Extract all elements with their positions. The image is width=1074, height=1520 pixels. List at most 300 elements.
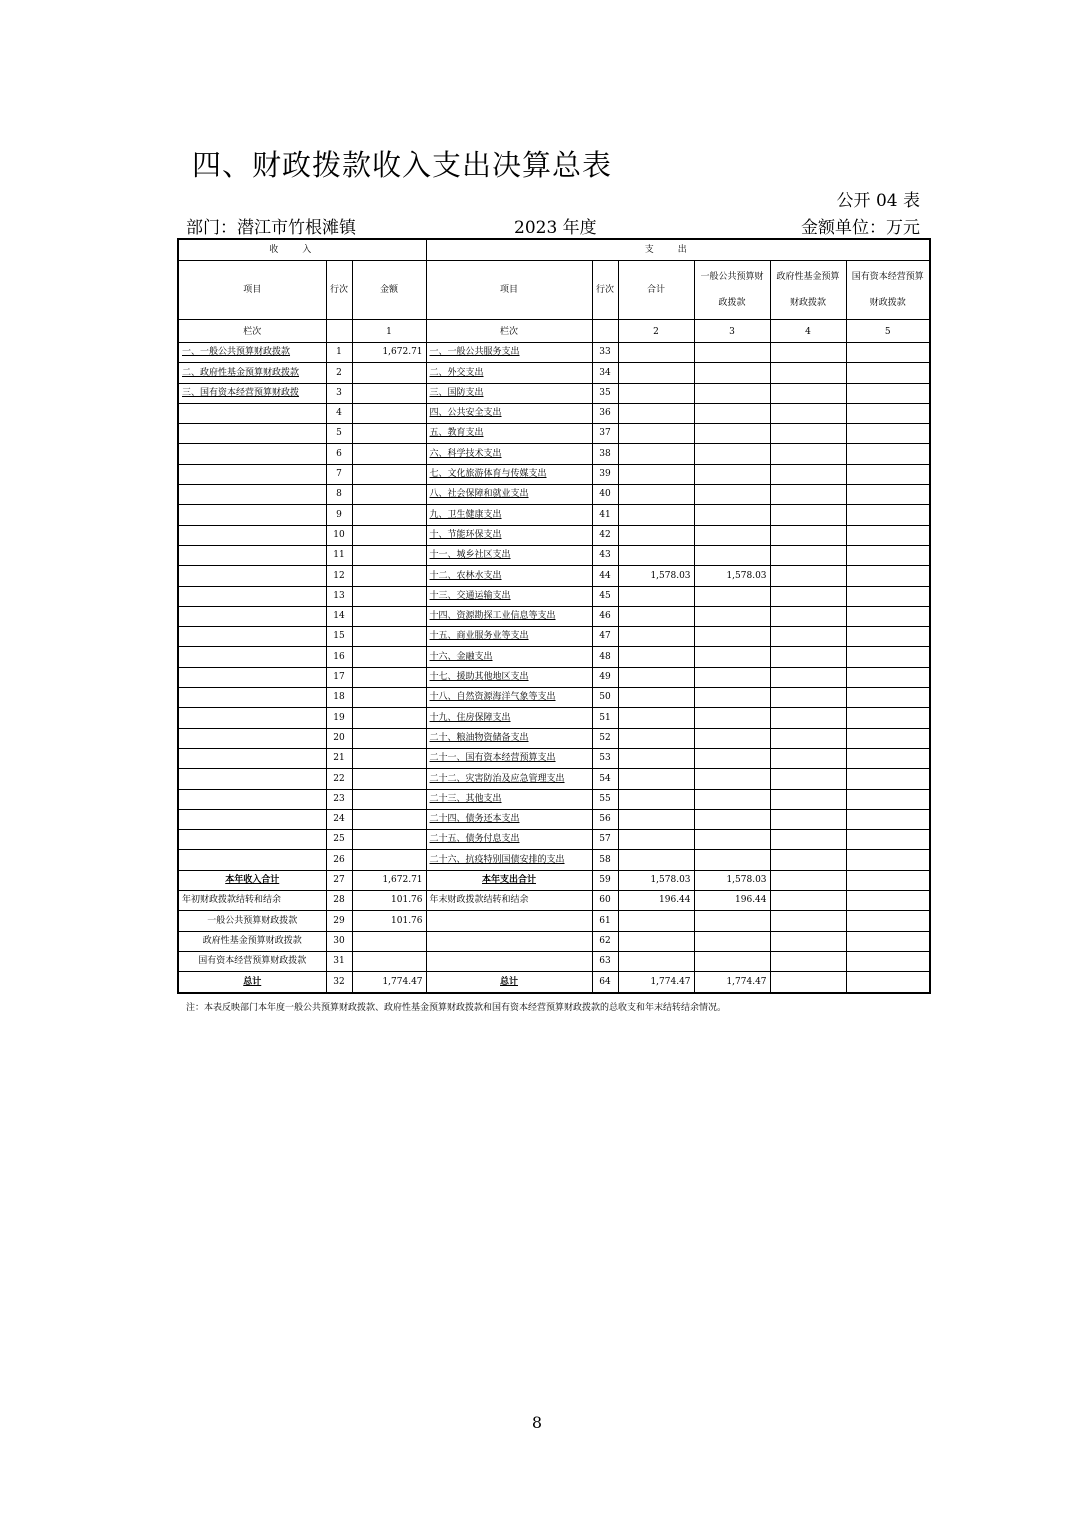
- gov-fund-cell: [770, 525, 846, 545]
- income-amount-cell: [352, 769, 426, 789]
- total-cell: [618, 667, 694, 687]
- col-number-4: 4: [770, 320, 846, 343]
- gov-fund-cell: [770, 343, 846, 363]
- expense-item-cell: 十四、资源勘探工业信息等支出: [426, 606, 592, 626]
- gov-fund-cell: [770, 424, 846, 444]
- income-row-number: 6: [326, 444, 352, 464]
- expense-item-cell: [426, 911, 592, 931]
- general-budget-cell: 1,774.47: [694, 972, 770, 993]
- expense-row-number: 56: [592, 809, 618, 829]
- table-row: [178, 748, 930, 768]
- gov-fund-cell: [770, 870, 846, 890]
- state-capital-cell: [846, 566, 930, 586]
- amount-cell: [352, 951, 426, 971]
- expense-row-number: 34: [592, 363, 618, 383]
- col-blank-left: [326, 320, 352, 343]
- expense-item-cell: 二十六、抗疫特别国债安排的支出: [426, 850, 592, 870]
- gov-fund-cell: [770, 586, 846, 606]
- income-item-cell: [178, 647, 326, 667]
- income-amount-cell: [352, 403, 426, 423]
- income-row-number: 10: [326, 525, 352, 545]
- state-capital-cell: [846, 403, 930, 423]
- income-item-cell: [178, 627, 326, 647]
- income-amount-cell: [352, 748, 426, 768]
- expense-row-number: 48: [592, 647, 618, 667]
- begin-capital-row: [178, 951, 930, 971]
- gov-fund-cell: [770, 911, 846, 931]
- income-row-number: 22: [326, 769, 352, 789]
- income-item-cell: [178, 403, 326, 423]
- general-budget-cell: [694, 830, 770, 850]
- expense-row-number: 43: [592, 545, 618, 565]
- income-item-cell: 三、国有资本经营预算财政拨: [178, 383, 326, 403]
- begin-fund-row: [178, 931, 930, 951]
- state-capital-cell: [846, 667, 930, 687]
- state-capital-cell: [846, 911, 930, 931]
- expense-item-cell: 六、科学技术支出: [426, 444, 592, 464]
- row-number: 27: [326, 870, 352, 890]
- total-cell: [618, 748, 694, 768]
- total-cell: [618, 424, 694, 444]
- expense-row-number: 52: [592, 728, 618, 748]
- department-label: 部门：潜江市竹根滩镇: [186, 218, 356, 238]
- row-number: 60: [592, 891, 618, 911]
- total-cell: 1,578.03: [618, 566, 694, 586]
- col-label-left: 栏次: [178, 320, 326, 343]
- total-cell: 1,774.47: [618, 972, 694, 993]
- page-title: 四、财政拨款收入支出决算总表: [192, 148, 613, 182]
- gov-fund-cell: [770, 809, 846, 829]
- income-amount-cell: [352, 647, 426, 667]
- income-item-cell: [178, 728, 326, 748]
- income-row-number: 19: [326, 708, 352, 728]
- expense-item-cell: 十六、金融支出: [426, 647, 592, 667]
- gov-fund-cell: [770, 485, 846, 505]
- state-capital-cell: [846, 789, 930, 809]
- table-row: [178, 728, 930, 748]
- general-budget-cell: [694, 748, 770, 768]
- state-capital-cell: [846, 728, 930, 748]
- income-row-number: 3: [326, 383, 352, 403]
- gov-fund-cell: [770, 931, 846, 951]
- expense-item-cell: 二十五、债务付息支出: [426, 830, 592, 850]
- general-budget-cell: 196.44: [694, 891, 770, 911]
- income-rowno-header: 行次: [326, 261, 352, 320]
- expense-item-cell: 十九、住房保障支出: [426, 708, 592, 728]
- income-row-number: 14: [326, 606, 352, 626]
- total-cell: 196.44: [618, 891, 694, 911]
- grand-total-left-label: 总计: [178, 972, 326, 993]
- begin-general-row: [178, 911, 930, 931]
- income-item-cell: [178, 769, 326, 789]
- state-capital-cell: [846, 830, 930, 850]
- general-budget-cell: [694, 627, 770, 647]
- expense-item-cell: 十一、城乡社区支出: [426, 545, 592, 565]
- expense-item-cell: 十三、交通运输支出: [426, 586, 592, 606]
- total-cell: [618, 403, 694, 423]
- table-row: [178, 809, 930, 829]
- table-row: [178, 586, 930, 606]
- income-amount-cell: [352, 688, 426, 708]
- state-capital-cell: [846, 606, 930, 626]
- gov-fund-cell: [770, 444, 846, 464]
- expense-header: 支出: [426, 239, 930, 261]
- gov-fund-cell: [770, 748, 846, 768]
- table-row: [178, 769, 930, 789]
- state-capital-cell: [846, 748, 930, 768]
- expense-item-cell: [426, 931, 592, 951]
- income-item-cell: [178, 667, 326, 687]
- income-item-cell: [178, 809, 326, 829]
- income-item-cell: [178, 708, 326, 728]
- expense-row-number: 40: [592, 485, 618, 505]
- state-capital-cell: [846, 870, 930, 890]
- begin-capital-label: 国有资本经营预算财政拨款: [178, 951, 326, 971]
- expense-row-number: 36: [592, 403, 618, 423]
- page-number: 8: [531, 1413, 543, 1432]
- expense-row-number: 57: [592, 830, 618, 850]
- expense-row-number: 45: [592, 586, 618, 606]
- income-amount-cell: [352, 809, 426, 829]
- income-item-cell: [178, 688, 326, 708]
- table-row: [178, 525, 930, 545]
- expense-item-cell: 九、卫生健康支出: [426, 505, 592, 525]
- general-budget-cell: [694, 951, 770, 971]
- general-budget-cell: [694, 424, 770, 444]
- income-amount-cell: [352, 586, 426, 606]
- expense-item-cell: 十二、农林水支出: [426, 566, 592, 586]
- gov-fund-cell: [770, 688, 846, 708]
- table-row: [178, 444, 930, 464]
- table-row: [178, 566, 930, 586]
- general-budget-cell: [694, 606, 770, 626]
- income-item-cell: [178, 464, 326, 484]
- table-row: [178, 830, 930, 850]
- income-amount-cell: [352, 667, 426, 687]
- state-capital-cell: [846, 464, 930, 484]
- general-budget-cell: [694, 586, 770, 606]
- state-capital-cell: [846, 586, 930, 606]
- row-number: 31: [326, 951, 352, 971]
- general-budget-cell: [694, 383, 770, 403]
- income-item-cell: [178, 789, 326, 809]
- gov-fund-cell: [770, 464, 846, 484]
- state-capital-cell: [846, 688, 930, 708]
- total-cell: [618, 505, 694, 525]
- expense-row-number: 37: [592, 424, 618, 444]
- row-number: 28: [326, 891, 352, 911]
- total-cell: [618, 606, 694, 626]
- row-number: 59: [592, 870, 618, 890]
- state-capital-cell: [846, 647, 930, 667]
- amount-cell: 101.76: [352, 891, 426, 911]
- income-row-number: 16: [326, 647, 352, 667]
- gov-fund-cell: [770, 627, 846, 647]
- state-capital-cell: [846, 809, 930, 829]
- year-expense-total-label: 本年支出合计: [426, 870, 592, 890]
- income-amount-cell: [352, 728, 426, 748]
- income-amount-cell: [352, 505, 426, 525]
- table-row: [178, 708, 930, 728]
- general-budget-cell: 1,578.03: [694, 870, 770, 890]
- total-cell: [618, 464, 694, 484]
- table-row: [178, 464, 930, 484]
- col-number-3: 3: [694, 320, 770, 343]
- table-row: [178, 363, 930, 383]
- expense-row-number: 35: [592, 383, 618, 403]
- income-row-number: 8: [326, 485, 352, 505]
- row-number: 63: [592, 951, 618, 971]
- income-amount-cell: [352, 525, 426, 545]
- income-amount-cell: [352, 606, 426, 626]
- row-number: 61: [592, 911, 618, 931]
- col-number-2: 2: [618, 320, 694, 343]
- expense-item-cell: 十八、自然资源海洋气象等支出: [426, 688, 592, 708]
- income-item-cell: [178, 545, 326, 565]
- balance-row: [178, 891, 930, 911]
- income-row-number: 21: [326, 748, 352, 768]
- state-capital-cell: [846, 708, 930, 728]
- expense-row-number: 41: [592, 505, 618, 525]
- expense-item-header: 项目: [426, 261, 592, 320]
- gov-fund-cell: [770, 363, 846, 383]
- income-item-cell: 一、一般公共预算财政拨款: [178, 343, 326, 363]
- total-cell: [618, 586, 694, 606]
- form-number: 公开 04 表: [836, 191, 920, 211]
- total-cell: [618, 951, 694, 971]
- expense-row-number: 38: [592, 444, 618, 464]
- expense-item-cell: 二十一、国有资本经营预算支出: [426, 748, 592, 768]
- gov-fund-cell: [770, 566, 846, 586]
- income-amount-cell: [352, 789, 426, 809]
- table-row: [178, 343, 930, 363]
- total-cell: [618, 688, 694, 708]
- general-budget-cell: [694, 525, 770, 545]
- income-header: 收入: [178, 239, 426, 261]
- total-cell: [618, 789, 694, 809]
- income-item-cell: [178, 748, 326, 768]
- gov-fund-header: 政府性基金预算财政拨款: [770, 261, 846, 320]
- general-budget-cell: [694, 505, 770, 525]
- income-amount-cell: [352, 485, 426, 505]
- amount-cell: [352, 931, 426, 951]
- gov-fund-cell: [770, 951, 846, 971]
- total-cell: [618, 363, 694, 383]
- expense-row-number: 44: [592, 566, 618, 586]
- expense-item-cell: 二十四、债务还本支出: [426, 809, 592, 829]
- state-capital-cell: [846, 485, 930, 505]
- total-cell: [618, 444, 694, 464]
- general-budget-cell: [694, 363, 770, 383]
- expense-item-cell: 四、公共安全支出: [426, 403, 592, 423]
- total-cell: 1,578.03: [618, 870, 694, 890]
- col-number-1: 1: [352, 320, 426, 343]
- income-amount-cell: [352, 627, 426, 647]
- income-amount-header: 金额: [352, 261, 426, 320]
- income-row-number: 18: [326, 688, 352, 708]
- income-amount-cell: [352, 566, 426, 586]
- table-row: [178, 647, 930, 667]
- gov-fund-cell: [770, 891, 846, 911]
- state-capital-header: 国有资本经营预算财政拨款: [846, 261, 930, 320]
- footnote: 注：本表反映部门本年度一般公共预算财政拨款、政府性基金预算财政拨款和国有资本经营预算财政拨款的总收支和年末结转结余情况。: [186, 1003, 727, 1013]
- expense-item-cell: 十五、商业服务业等支出: [426, 627, 592, 647]
- expense-row-number: 33: [592, 343, 618, 363]
- expense-row-number: 53: [592, 748, 618, 768]
- state-capital-cell: [846, 769, 930, 789]
- state-capital-cell: [846, 545, 930, 565]
- income-amount-cell: [352, 708, 426, 728]
- general-budget-cell: [694, 850, 770, 870]
- income-row-number: 20: [326, 728, 352, 748]
- expense-row-number: 47: [592, 627, 618, 647]
- income-item-header: 项目: [178, 261, 326, 320]
- col-label-right: 栏次: [426, 320, 592, 343]
- general-budget-cell: [694, 647, 770, 667]
- year-income-total-label: 本年收入合计: [178, 870, 326, 890]
- income-row-number: 9: [326, 505, 352, 525]
- income-row-number: 25: [326, 830, 352, 850]
- general-budget-cell: [694, 667, 770, 687]
- income-row-number: 15: [326, 627, 352, 647]
- table-row: [178, 505, 930, 525]
- gov-fund-cell: [770, 545, 846, 565]
- gov-fund-cell: [770, 383, 846, 403]
- expense-item-cell: 二、外交支出: [426, 363, 592, 383]
- table-row: [178, 606, 930, 626]
- gov-fund-cell: [770, 830, 846, 850]
- table-row: [178, 383, 930, 403]
- income-item-cell: [178, 485, 326, 505]
- total-cell: [618, 545, 694, 565]
- table-row: [178, 403, 930, 423]
- row-number: 62: [592, 931, 618, 951]
- income-amount-cell: [352, 464, 426, 484]
- income-amount-cell: [352, 545, 426, 565]
- general-budget-cell: [694, 688, 770, 708]
- income-row-number: 2: [326, 363, 352, 383]
- total-cell: [618, 769, 694, 789]
- gov-fund-cell: [770, 708, 846, 728]
- income-row-number: 5: [326, 424, 352, 444]
- general-budget-cell: [694, 728, 770, 748]
- total-cell: [618, 343, 694, 363]
- state-capital-cell: [846, 891, 930, 911]
- gov-fund-cell: [770, 972, 846, 993]
- amount-unit: 金额单位：万元: [801, 218, 920, 238]
- expense-item-cell: 二十三、其他支出: [426, 789, 592, 809]
- income-amount-cell: [352, 363, 426, 383]
- income-row-number: 1: [326, 343, 352, 363]
- state-capital-cell: [846, 972, 930, 993]
- income-amount-cell: [352, 850, 426, 870]
- expense-row-number: 51: [592, 708, 618, 728]
- amount-cell: 1,672.71: [352, 870, 426, 890]
- expense-row-number: 50: [592, 688, 618, 708]
- gov-fund-cell: [770, 505, 846, 525]
- general-budget-cell: [694, 809, 770, 829]
- row-number: 29: [326, 911, 352, 931]
- grand-total-row: [178, 972, 930, 993]
- state-capital-cell: [846, 850, 930, 870]
- table-row: [178, 485, 930, 505]
- table-row: [178, 688, 930, 708]
- row-number: 64: [592, 972, 618, 993]
- income-item-cell: [178, 505, 326, 525]
- fiscal-summary-table: [177, 238, 931, 994]
- expense-item-cell: 七、文化旅游体育与传媒支出: [426, 464, 592, 484]
- income-amount-cell: [352, 424, 426, 444]
- total-cell: [618, 485, 694, 505]
- column-number-row: [178, 320, 930, 343]
- table-row: [178, 424, 930, 444]
- total-income-row: [178, 870, 930, 890]
- expense-item-cell: 八、社会保障和就业支出: [426, 485, 592, 505]
- gov-fund-cell: [770, 667, 846, 687]
- general-budget-cell: [694, 485, 770, 505]
- state-capital-cell: [846, 505, 930, 525]
- table-row: [178, 667, 930, 687]
- income-row-number: 4: [326, 403, 352, 423]
- total-cell: [618, 728, 694, 748]
- general-budget-header: 一般公共预算财政拨款: [694, 261, 770, 320]
- table-meta: [186, 213, 920, 237]
- gov-fund-cell: [770, 606, 846, 626]
- general-budget-cell: [694, 444, 770, 464]
- total-cell: [618, 627, 694, 647]
- state-capital-cell: [846, 525, 930, 545]
- income-item-cell: [178, 850, 326, 870]
- gov-fund-cell: [770, 769, 846, 789]
- income-item-cell: [178, 586, 326, 606]
- general-budget-cell: 1,578.03: [694, 566, 770, 586]
- gov-fund-cell: [770, 850, 846, 870]
- gov-fund-cell: [770, 728, 846, 748]
- general-budget-cell: [694, 343, 770, 363]
- general-budget-cell: [694, 403, 770, 423]
- general-budget-cell: [694, 911, 770, 931]
- income-amount-cell: [352, 444, 426, 464]
- income-item-cell: [178, 444, 326, 464]
- begin-general-label: 一般公共预算财政拨款: [178, 911, 326, 931]
- gov-fund-cell: [770, 647, 846, 667]
- table-row: [178, 850, 930, 870]
- end-balance-label: 年末财政拨款结转和结余: [426, 891, 592, 911]
- income-amount-cell: [352, 383, 426, 403]
- income-row-number: 24: [326, 809, 352, 829]
- general-budget-cell: [694, 464, 770, 484]
- total-cell: [618, 647, 694, 667]
- total-cell: [618, 911, 694, 931]
- row-number: 32: [326, 972, 352, 993]
- general-budget-cell: [694, 769, 770, 789]
- row-number: 30: [326, 931, 352, 951]
- expense-item-cell: 二十二、灾害防治及应急管理支出: [426, 769, 592, 789]
- expense-item-cell: 二十、粮油物资储备支出: [426, 728, 592, 748]
- income-item-cell: [178, 830, 326, 850]
- state-capital-cell: [846, 424, 930, 444]
- expense-row-number: 55: [592, 789, 618, 809]
- expense-item-cell: [426, 951, 592, 971]
- general-budget-cell: [694, 545, 770, 565]
- state-capital-cell: [846, 343, 930, 363]
- income-item-cell: [178, 606, 326, 626]
- expense-item-cell: 十七、援助其他地区支出: [426, 667, 592, 687]
- begin-fund-label: 政府性基金预算财政拨款: [178, 931, 326, 951]
- income-item-cell: 二、政府性基金预算财政拨款: [178, 363, 326, 383]
- income-row-number: 11: [326, 545, 352, 565]
- amount-cell: 101.76: [352, 911, 426, 931]
